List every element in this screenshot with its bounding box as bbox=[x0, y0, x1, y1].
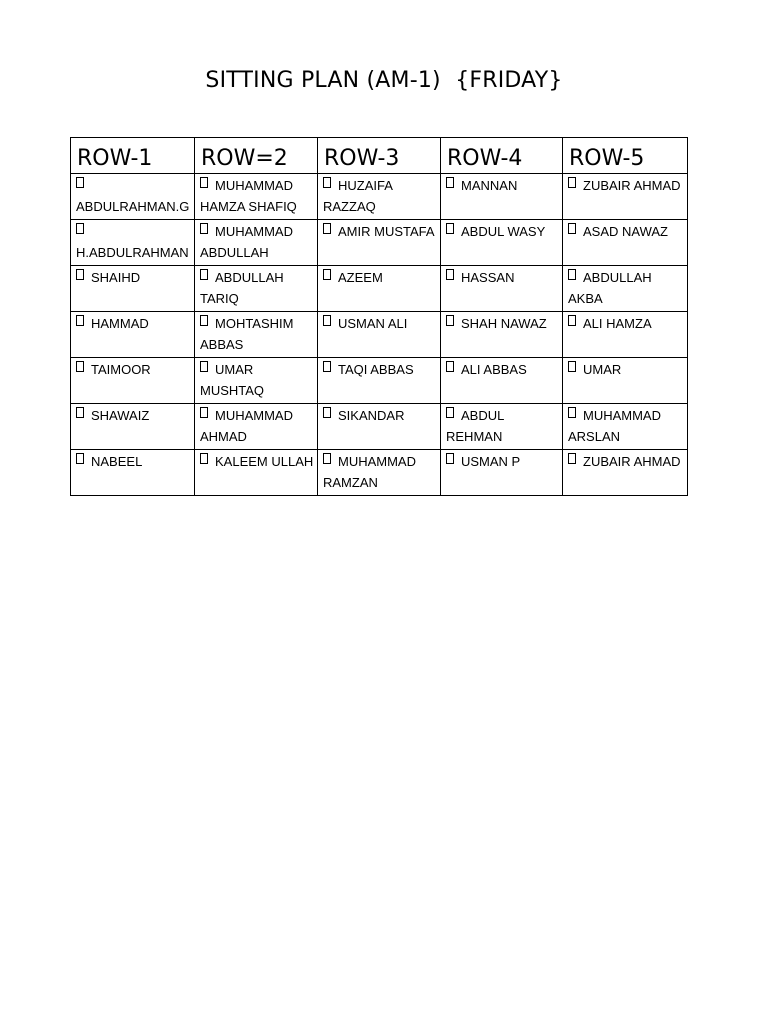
seat-student-name: MUHAMMAD HAMZA SHAFIQ bbox=[200, 178, 297, 214]
checkbox-square-icon bbox=[76, 269, 84, 280]
seat-cell bbox=[71, 312, 195, 358]
seat-student-name: MUHAMMAD ARSLAN bbox=[568, 408, 661, 444]
seat-cell bbox=[195, 450, 318, 496]
seat-student-name: HAMMAD bbox=[91, 316, 149, 331]
seat-cell bbox=[195, 174, 318, 220]
seat-cell bbox=[71, 358, 195, 404]
checkbox-square-icon bbox=[568, 453, 576, 464]
checkbox-square-icon bbox=[568, 177, 576, 188]
seat-cell bbox=[563, 450, 688, 496]
checkbox-square-icon bbox=[76, 453, 84, 464]
seat-student-name: TAQI ABBAS bbox=[338, 362, 414, 377]
seat-cell bbox=[71, 174, 195, 220]
table-body bbox=[71, 174, 688, 496]
column-header: ROW-4 bbox=[441, 138, 563, 174]
page-title: SITTING PLAN (AM-1) {FRIDAY} bbox=[205, 68, 563, 93]
seat-cell bbox=[195, 358, 318, 404]
checkbox-square-icon bbox=[76, 407, 84, 418]
seat-student-name: SHAWAIZ bbox=[91, 408, 150, 423]
seat-student-name: NABEEL bbox=[91, 454, 143, 469]
seat-cell bbox=[563, 174, 688, 220]
table-row bbox=[71, 266, 688, 312]
seat-cell bbox=[563, 312, 688, 358]
checkbox-square-icon bbox=[568, 407, 576, 418]
seat-cell bbox=[318, 404, 441, 450]
checkbox-square-icon bbox=[323, 407, 331, 418]
table-row bbox=[71, 404, 688, 450]
seat-cell bbox=[441, 358, 563, 404]
table-row bbox=[71, 220, 688, 266]
checkbox-square-icon bbox=[76, 361, 84, 372]
seat-cell bbox=[195, 404, 318, 450]
seat-student-name: ALI HAMZA bbox=[583, 316, 652, 331]
table-row bbox=[71, 358, 688, 404]
seat-student-name: ABDULRAHMAN.G bbox=[76, 199, 190, 214]
seat-cell bbox=[318, 358, 441, 404]
checkbox-square-icon bbox=[568, 361, 576, 372]
table-row bbox=[71, 174, 688, 220]
seat-cell bbox=[71, 220, 195, 266]
seat-cell bbox=[441, 266, 563, 312]
seat-student-name: MUHAMMAD RAMZAN bbox=[323, 454, 416, 490]
seat-student-name: TAIMOOR bbox=[91, 362, 151, 377]
checkbox-square-icon bbox=[446, 361, 454, 372]
seat-cell bbox=[441, 220, 563, 266]
seat-student-name: AMIR MUSTAFA bbox=[338, 224, 435, 239]
seat-student-name: HUZAIFA RAZZAQ bbox=[323, 178, 393, 214]
seat-cell bbox=[71, 450, 195, 496]
column-header: ROW-3 bbox=[318, 138, 441, 174]
seat-cell bbox=[318, 312, 441, 358]
checkbox-square-icon bbox=[568, 269, 576, 280]
seat-cell bbox=[71, 404, 195, 450]
checkbox-square-icon bbox=[568, 223, 576, 234]
column-header: ROW=2 bbox=[195, 138, 318, 174]
seat-student-name: SHAH NAWAZ bbox=[461, 316, 547, 331]
checkbox-square-icon bbox=[76, 315, 84, 326]
checkbox-square-icon bbox=[200, 177, 208, 188]
table-row bbox=[71, 450, 688, 496]
seat-student-name: H.ABDULRAHMAN bbox=[76, 245, 189, 260]
seat-student-name: KALEEM ULLAH bbox=[215, 454, 314, 469]
checkbox-square-icon bbox=[568, 315, 576, 326]
seat-student-name: MOHTASHIM ABBAS bbox=[200, 316, 294, 352]
checkbox-square-icon bbox=[200, 361, 208, 372]
checkbox-square-icon bbox=[323, 361, 331, 372]
sitting-plan-table bbox=[70, 137, 688, 496]
seat-cell bbox=[563, 266, 688, 312]
seat-student-name: HASSAN bbox=[461, 270, 515, 285]
seat-student-name: UMAR MUSHTAQ bbox=[200, 362, 265, 398]
column-header: ROW-1 bbox=[71, 138, 195, 174]
seat-student-name: ABDULLAH AKBA bbox=[568, 270, 652, 306]
seat-cell bbox=[318, 174, 441, 220]
checkbox-square-icon bbox=[446, 223, 454, 234]
checkbox-square-icon bbox=[323, 177, 331, 188]
seat-cell bbox=[441, 174, 563, 220]
seat-student-name: ABDULLAH TARIQ bbox=[200, 270, 284, 306]
seat-cell bbox=[318, 220, 441, 266]
seat-cell bbox=[563, 404, 688, 450]
seat-student-name: AZEEM bbox=[338, 270, 383, 285]
seat-cell bbox=[441, 450, 563, 496]
seat-student-name: SHAIHD bbox=[91, 270, 141, 285]
seat-cell bbox=[195, 220, 318, 266]
table-header-row bbox=[71, 138, 688, 174]
checkbox-square-icon bbox=[323, 269, 331, 280]
seat-cell bbox=[71, 266, 195, 312]
checkbox-square-icon bbox=[323, 223, 331, 234]
seat-cell bbox=[563, 358, 688, 404]
checkbox-square-icon bbox=[446, 407, 454, 418]
checkbox-square-icon bbox=[446, 269, 454, 280]
seat-student-name: MANNAN bbox=[461, 178, 518, 193]
seat-cell bbox=[318, 450, 441, 496]
checkbox-square-icon bbox=[446, 453, 454, 464]
seat-student-name: UMAR bbox=[583, 362, 622, 377]
table-row bbox=[71, 312, 688, 358]
seat-cell bbox=[195, 312, 318, 358]
column-header: ROW-5 bbox=[563, 138, 688, 174]
seat-cell bbox=[441, 312, 563, 358]
seat-cell bbox=[441, 404, 563, 450]
seat-student-name: MUHAMMAD AHMAD bbox=[200, 408, 293, 444]
checkbox-square-icon bbox=[323, 315, 331, 326]
seat-student-name: SIKANDAR bbox=[338, 408, 405, 423]
seat-student-name: ASAD NAWAZ bbox=[583, 224, 668, 239]
checkbox-square-icon bbox=[200, 315, 208, 326]
checkbox-square-icon bbox=[200, 407, 208, 418]
checkbox-square-icon bbox=[446, 315, 454, 326]
seat-student-name: ABDUL REHMAN bbox=[446, 408, 504, 444]
seat-student-name: ABDUL WASY bbox=[461, 224, 546, 239]
seat-student-name: USMAN ALI bbox=[338, 316, 408, 331]
checkbox-square-icon bbox=[76, 223, 84, 234]
seat-student-name: ALI ABBAS bbox=[461, 362, 527, 377]
checkbox-square-icon bbox=[200, 453, 208, 464]
seat-student-name: ZUBAIR AHMAD bbox=[583, 178, 681, 193]
checkbox-square-icon bbox=[446, 177, 454, 188]
seat-student-name: ZUBAIR AHMAD bbox=[583, 454, 681, 469]
checkbox-square-icon bbox=[323, 453, 331, 464]
seat-student-name: USMAN P bbox=[461, 454, 521, 469]
checkbox-square-icon bbox=[200, 269, 208, 280]
checkbox-square-icon bbox=[200, 223, 208, 234]
seat-cell bbox=[195, 266, 318, 312]
checkbox-square-icon bbox=[76, 177, 84, 188]
seat-student-name: MUHAMMAD ABDULLAH bbox=[200, 224, 293, 260]
seat-cell bbox=[563, 220, 688, 266]
seat-cell bbox=[318, 266, 441, 312]
